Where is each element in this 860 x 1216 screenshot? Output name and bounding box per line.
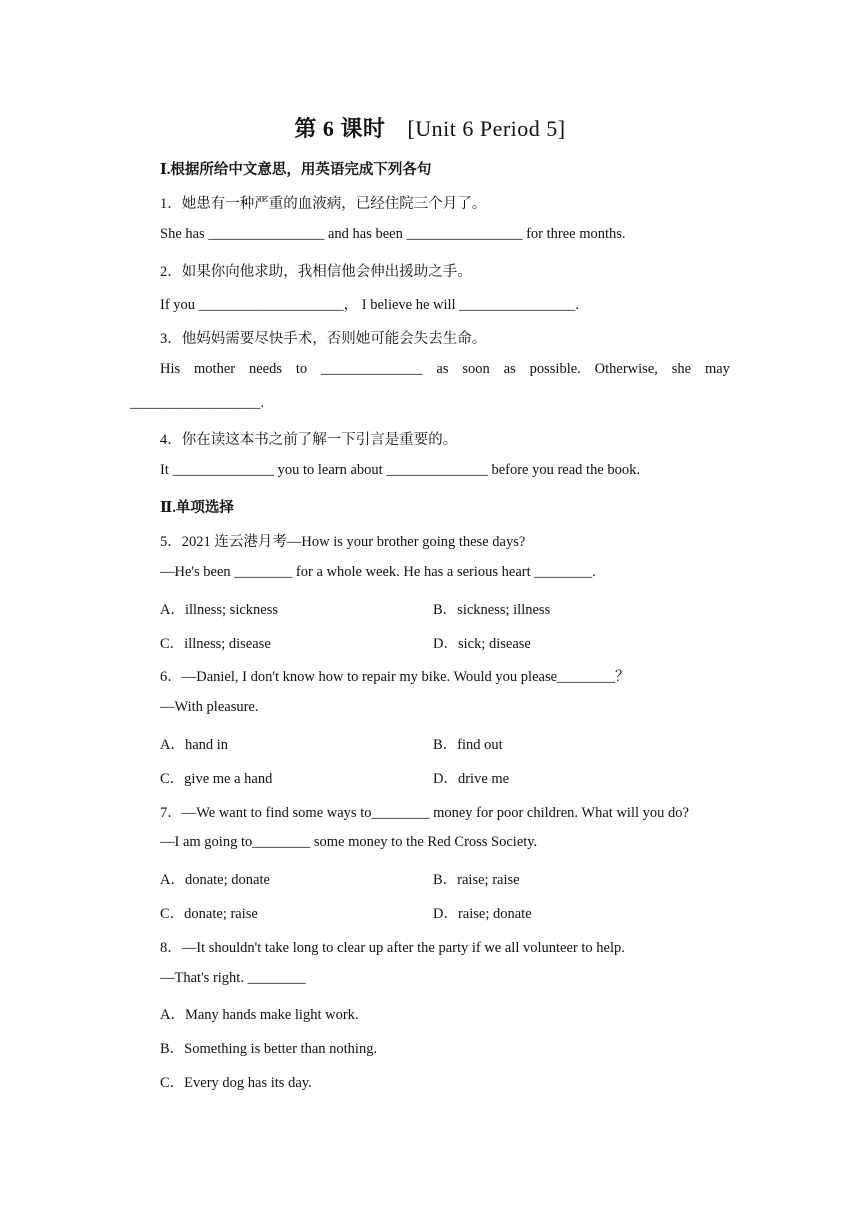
- q7-option-a: A．donate; donate: [160, 872, 270, 888]
- section2-heading: Ⅱ.单项选择: [160, 500, 234, 516]
- q7-stem: 7．—We want to find some ways to________ money for poor children. What will you do?: [160, 805, 689, 821]
- q4-english: It ______________ you to learn about ______________ before you read the book.: [160, 462, 641, 478]
- q6-option-b: B．find out: [433, 737, 503, 753]
- title-sub: [Unit 6 Period 5]: [407, 116, 566, 141]
- q2-chinese: 2．如果你向他求助，我相信他会伸出援助之手。: [160, 264, 472, 280]
- q3-word: possible.: [529, 361, 581, 377]
- q3-word: ______________: [321, 361, 423, 377]
- q3-word: needs: [248, 361, 282, 377]
- q7-option-b: B．raise; raise: [433, 872, 520, 888]
- q8-option-b: B．Something is better than nothing.: [160, 1041, 378, 1057]
- q5-option-c: C．illness; disease: [160, 636, 271, 652]
- q7-option-d: D．raise; donate: [433, 906, 532, 922]
- q3-word: as: [503, 361, 516, 377]
- q8-stem: 8．—It shouldn't take long to clear up after the party if we all volunteer to help.: [160, 940, 625, 956]
- q8-option-c: C．Every dog has its day.: [160, 1075, 312, 1091]
- q5-reply: —He's been ________ for a whole week. He has a serious heart ________.: [160, 564, 596, 580]
- q3-english: [160, 361, 730, 378]
- q3-word: mother: [194, 361, 236, 377]
- section1-heading: Ⅰ.根据所给中文意思，用英语完成下列各句: [160, 162, 432, 178]
- title-main: 第 6 课时: [294, 116, 386, 141]
- q6-option-c: C．give me a hand: [160, 771, 273, 787]
- q8-reply: —That's right. ________: [160, 970, 306, 986]
- q3-word: to: [295, 361, 308, 377]
- q5-option-b: B．sickness; illness: [433, 602, 551, 618]
- q1-chinese: 1．她患有一种严重的血液病，已经住院三个月了。: [160, 196, 487, 212]
- q5-option-a: A．illness; sickness: [160, 602, 279, 618]
- q3-english-line2: __________________.: [130, 395, 265, 411]
- q8-option-a: A．Many hands make light work.: [160, 1007, 359, 1023]
- q6-option-a: A．hand in: [160, 737, 229, 753]
- q3-chinese: 3．他妈妈需要尽快手术，否则她可能会失去生命。: [160, 331, 487, 347]
- q3-word: Otherwise,: [594, 361, 658, 377]
- q7-reply: —I am going to________ some money to the Red Cross Society.: [160, 834, 538, 850]
- q3-word: as: [436, 361, 449, 377]
- q7-option-c: C．donate; raise: [160, 906, 258, 922]
- q3-word: she: [671, 361, 692, 377]
- q4-chinese: 4．你在读这本书之前了解一下引言是重要的。: [160, 432, 458, 448]
- q6-option-d: D．drive me: [433, 771, 510, 787]
- q3-word: His: [160, 361, 181, 377]
- q3-word: may: [704, 361, 730, 377]
- page-title: [0, 112, 860, 143]
- q1-english: She has ________________ and has been ________________ for three months.: [160, 226, 626, 242]
- q5-option-d: D．sick; disease: [433, 636, 531, 652]
- q2-english: If you ____________________， I believe he will ________________.: [160, 297, 579, 313]
- q3-word: soon: [462, 361, 490, 377]
- q5-stem: 5．2021 连云港月考—How is your brother going these days?: [160, 534, 526, 550]
- q6-stem: 6．—Daniel, I don't know how to repair my bike. Would you please________？: [160, 669, 630, 685]
- q6-reply: —With pleasure.: [160, 699, 259, 715]
